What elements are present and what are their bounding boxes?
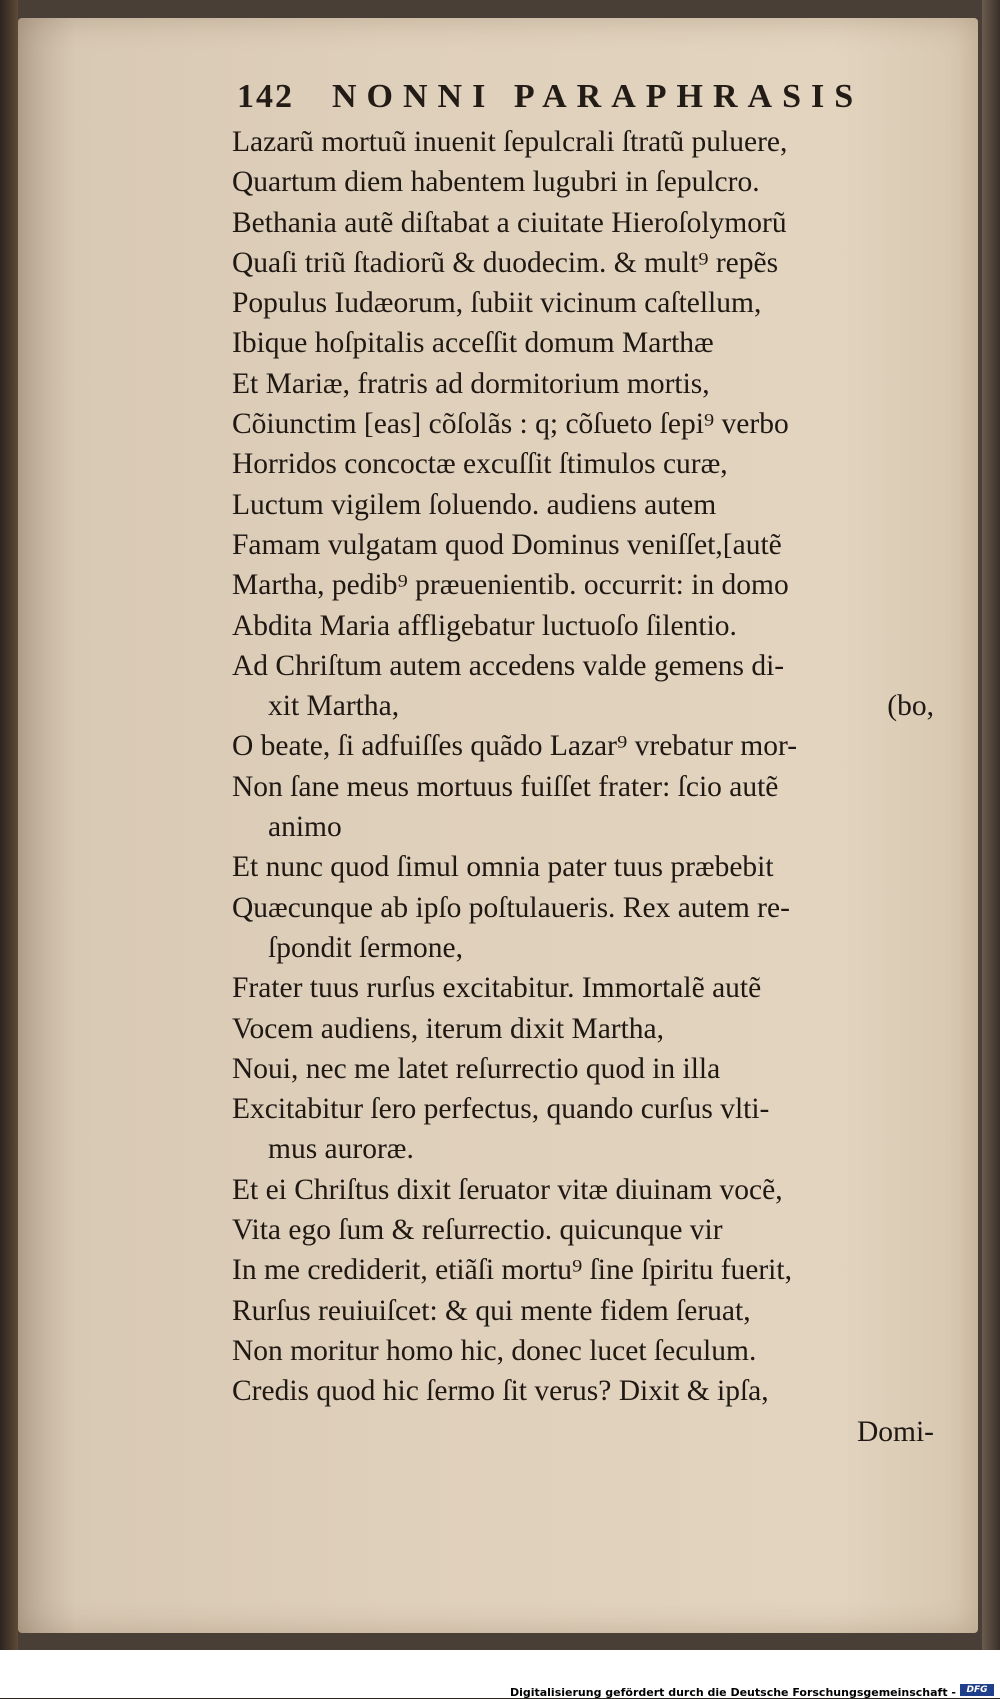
text-line (232, 928, 944, 968)
text-line (232, 323, 944, 363)
text-line (232, 1129, 944, 1169)
text-line-content: Lazarũ mortuũ inuenit ſepulcrali ſtratũ puluere, (232, 126, 788, 158)
text-line-content: Abdita Maria affligebatur luctuoſo ſilentio. (232, 609, 737, 642)
text-line (232, 1371, 944, 1411)
text-line (232, 1170, 944, 1210)
text-line-content: Non ſane meus mortuus fuiſſet frater: ſcio autẽ (232, 770, 779, 803)
text-line (232, 1331, 944, 1371)
text-line-content: mus auroræ. (268, 1133, 414, 1166)
text-line-content: Vita ego ſum & reſurrectio. quicunque vir (232, 1214, 723, 1247)
text-line-content: Et ei Chriſtus dixit ſeruator vitæ diuinam vocẽ, (232, 1173, 783, 1206)
text-line (232, 283, 944, 323)
text-line-content: Horridos concoctæ excuſſit ſtimulos curæ, (232, 448, 728, 481)
text-line-content: Cõiunctim [eas] cõſolãs : q; cõſueto ſepi⁹ verbo (232, 408, 789, 441)
text-line (232, 1009, 944, 1049)
text-line (232, 203, 944, 243)
dfg-logo: DFG (960, 1684, 994, 1696)
text-line-content: xit Martha, (268, 690, 400, 723)
text-line-content: Luctum vigilem ſoluendo. audiens autem (232, 488, 717, 521)
text-line (232, 243, 944, 283)
catchword: Domi- (856, 1415, 934, 1448)
text-line-content: Frater tuus rurſus excitabitur. Immortalẽ autẽ (232, 972, 762, 1005)
text-line (232, 364, 944, 404)
text-line (232, 162, 944, 202)
text-block (232, 122, 944, 1452)
footer (0, 1650, 1000, 1698)
text-line-content: Martha, pedib⁹ præuenientib. occurrit: in domo (232, 569, 789, 602)
text-line (232, 525, 944, 565)
binding-edge (0, 0, 18, 1650)
text-line-content: ſpondit ſermone, (268, 931, 463, 964)
text-line-content: animo (268, 811, 342, 844)
text-line (232, 646, 944, 686)
text-line (232, 968, 944, 1008)
text-line-content: Rurſus reuiuiſcet: & qui mente fidem ſeruat, (232, 1294, 751, 1327)
text-line (232, 1291, 944, 1331)
text-line-content: O beate, ſi adfuiſſes quãdo Lazar⁹ vrebatur mor- (232, 730, 798, 763)
text-line (232, 888, 944, 928)
text-line (232, 404, 944, 444)
text-line-content: Non moritur homo hic, donec lucet ſeculum. (232, 1334, 757, 1367)
text-line (232, 1089, 944, 1129)
text-line (232, 565, 944, 605)
text-line (232, 686, 944, 726)
digitization-credit: Digitalisierung gefördert durch die Deutsche Forschungsgemeinschaft - (509, 1686, 956, 1699)
text-line (232, 444, 944, 484)
running-header (237, 78, 927, 116)
text-line-content: Credis quod hic ſermo ſit verus? Dixit & ipſa, (232, 1375, 769, 1408)
page-number: 142 (237, 78, 294, 115)
text-line-content: Populus Iudæorum, ſubiit vicinum caſtellum, (232, 287, 762, 320)
text-line-content: Quartum diem habentem lugubri in ſepulcro. (232, 166, 760, 199)
text-line (232, 847, 944, 887)
text-line-content: Quaſi triũ ſtadiorũ & duodecim. & mult⁹ repẽs (232, 246, 779, 279)
text-line-content: Bethania autẽ diſtabat a ciuitate Hieroſolymorũ (232, 206, 787, 239)
text-line-content: Vocem audiens, iterum dixit Martha, (232, 1012, 665, 1045)
text-line-content: Ibique hoſpitalis acceſſit domum Marthæ (232, 327, 714, 360)
text-line (232, 726, 944, 766)
text-line (232, 1049, 944, 1089)
text-line-content: Quæcunque ab ipſo poſtulaueris. Rex autem re- (232, 891, 790, 924)
text-line-content: Et nunc quod ſimul omnia pater tuus præbebit (232, 851, 774, 884)
text-line (232, 485, 944, 525)
text-line-content: Excitabitur ſero perfectus, quando curſus vlti- (232, 1093, 770, 1126)
text-line (232, 122, 944, 162)
text-line-content: Et Mariæ, fratris ad dormitorium mortis, (232, 367, 710, 400)
text-line (232, 1210, 944, 1250)
page-edge (982, 0, 1000, 1650)
text-line-content: Famam vulgatam quod Dominus veniſſet,[autẽ (232, 528, 782, 561)
running-title: NONNI PARAPHRASIS (332, 78, 864, 115)
text-line (232, 767, 944, 807)
text-line-content: Noui, nec me latet reſurrectio quod in illa (232, 1052, 721, 1085)
text-line (232, 807, 944, 847)
text-line-content: Ad Chriſtum autem accedens valde gemens di- (232, 649, 785, 682)
text-line-content: In me crediderit, etiãſi mortu⁹ ſine ſpiritu fuerit, (232, 1254, 792, 1287)
text-line (232, 606, 944, 646)
text-line (232, 1250, 944, 1290)
line-overflow-tail: (bo, (887, 690, 934, 723)
